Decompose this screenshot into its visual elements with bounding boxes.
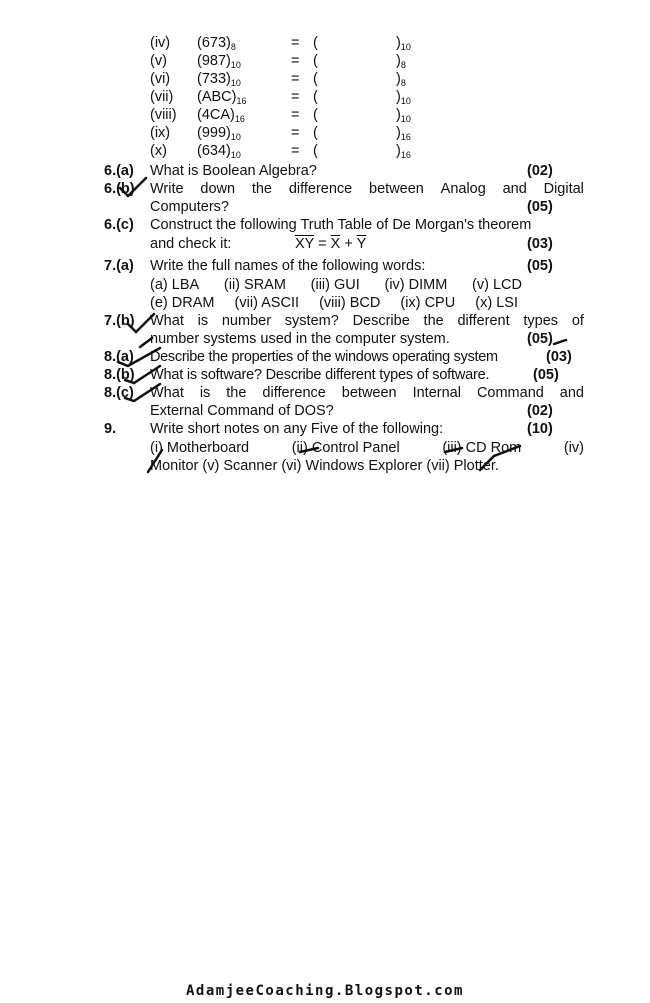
question-marks: (05) xyxy=(527,258,553,274)
question-text-line: External Command of DOS? xyxy=(150,403,334,419)
question-number: 6.(b) xyxy=(104,181,135,197)
check-mark-icon xyxy=(554,340,566,344)
equals-sign: = xyxy=(291,143,300,159)
short-notes-line: (i) Motherboard (ii) Control Panel (iii) CD Rom (iv) xyxy=(150,440,584,456)
open-paren: ( xyxy=(313,53,318,69)
close-paren: )$_8$ xyxy=(396,53,406,70)
question-text-line: number systems used in the computer system. xyxy=(150,331,450,347)
question-marks: (10) xyxy=(527,421,553,437)
question-text: Write the full names of the following words: xyxy=(150,258,426,274)
question-text-line: Computers? xyxy=(150,199,229,215)
question-text-line: What is number system? Describe the different types of xyxy=(150,313,584,329)
open-paren: ( xyxy=(313,89,318,105)
conversion-value: $(987)_{10}$ xyxy=(197,53,241,70)
question-marks: (02) xyxy=(527,403,553,419)
question-marks: (05) xyxy=(527,331,553,347)
close-paren: )$_{10}$ xyxy=(396,89,411,106)
equals-sign: = xyxy=(291,125,300,141)
close-paren: )$_{10}$ xyxy=(396,35,411,52)
open-paren: ( xyxy=(313,71,318,87)
question-text-line: Write down the difference between Analog and Digital xyxy=(150,181,584,197)
close-paren: )$_{16}$ xyxy=(396,143,411,160)
equals-sign: = xyxy=(291,35,300,51)
question-text: What is software? Describe different types of software. xyxy=(150,367,490,383)
question-marks: (05) xyxy=(533,367,559,383)
open-paren: ( xyxy=(313,107,318,123)
check-mark-icon xyxy=(480,446,520,470)
check-mark-icon xyxy=(148,450,162,472)
footer-url: AdamjeeCoaching.Blogspot.com xyxy=(185,983,464,999)
question-text: Write short notes on any Five of the following: xyxy=(150,421,444,437)
equals-sign: = xyxy=(291,107,300,123)
question-marks: (02) xyxy=(527,163,553,179)
conversion-label: (v) xyxy=(150,53,167,69)
conversion-label: (x) xyxy=(150,143,167,159)
question-number: 7.(a) xyxy=(104,258,134,274)
equals-sign: = xyxy=(291,89,300,105)
question-marks: (05) xyxy=(527,199,553,215)
conversion-label: (iv) xyxy=(150,35,171,51)
word-list-line: (e) DRAM (vii) ASCII (viii) BCD (ix) CPU (x) LSI xyxy=(150,295,518,311)
open-paren: ( xyxy=(313,143,318,159)
word-list-line: (a) LBA (ii) SRAM (iii) GUI (iv) DIMM (v) LCD xyxy=(150,277,522,293)
question-number: 8.(b) xyxy=(104,367,135,383)
question-number: 8.(a) xyxy=(104,349,134,365)
short-notes-line: Monitor (v) Scanner (vi) Windows Explorer (vii) Plotter. xyxy=(150,458,499,474)
conversion-value: $(999)_{10}$ xyxy=(197,125,241,142)
question-text-line: and check it: xyxy=(150,236,232,252)
question-text-line: What is the difference between Internal Command and xyxy=(150,385,584,401)
equals-sign: = xyxy=(291,53,300,69)
close-paren: )$_{16}$ xyxy=(396,125,411,142)
question-number: 6.(c) xyxy=(104,217,134,233)
question-number: 7.(b) xyxy=(104,313,135,329)
close-paren: )$_8$ xyxy=(396,71,406,88)
close-paren: )$_{10}$ xyxy=(396,107,411,124)
check-mark-icon xyxy=(128,314,154,332)
check-mark-icon xyxy=(118,348,160,366)
question-text: Describe the properties of the windows operating system xyxy=(150,349,498,365)
check-mark-icon xyxy=(125,366,160,383)
question-number: 9. xyxy=(104,421,117,437)
question-text-line: Construct the following Truth Table of De Morgan's theorem xyxy=(150,217,532,233)
check-mark-icon xyxy=(125,384,160,401)
question-marks: (03) xyxy=(527,236,553,252)
conversion-value: $(733)_{10}$ xyxy=(197,71,241,88)
de-morgan-formula: $\overline{XY} = \overline{X} + \overline{Y}$ xyxy=(295,236,367,252)
conversion-label: (ix) xyxy=(150,125,171,141)
conversion-value: $(4CA)_{16}$ xyxy=(197,107,245,124)
conversion-label: (vi) xyxy=(150,71,171,87)
open-paren: ( xyxy=(313,35,318,51)
conversion-label: (viii) xyxy=(150,107,177,123)
question-number: 6.(a) xyxy=(104,163,134,179)
question-number: 8.(c) xyxy=(104,385,134,401)
check-mark-icon xyxy=(140,338,152,347)
question-text: What is Boolean Algebra? xyxy=(150,163,317,179)
conversion-label: (vii) xyxy=(150,89,174,105)
check-mark-icon xyxy=(445,448,462,452)
open-paren: ( xyxy=(313,125,318,141)
question-marks: (03) xyxy=(546,349,572,365)
check-mark-icon xyxy=(300,448,318,452)
conversion-value: $(673)_8$ xyxy=(197,35,236,52)
conversion-value: $(634)_{10}$ xyxy=(197,143,241,160)
equals-sign: = xyxy=(291,71,300,87)
conversion-value: $(ABC)_{16}$ xyxy=(197,89,247,106)
check-mark-icon xyxy=(120,178,146,196)
